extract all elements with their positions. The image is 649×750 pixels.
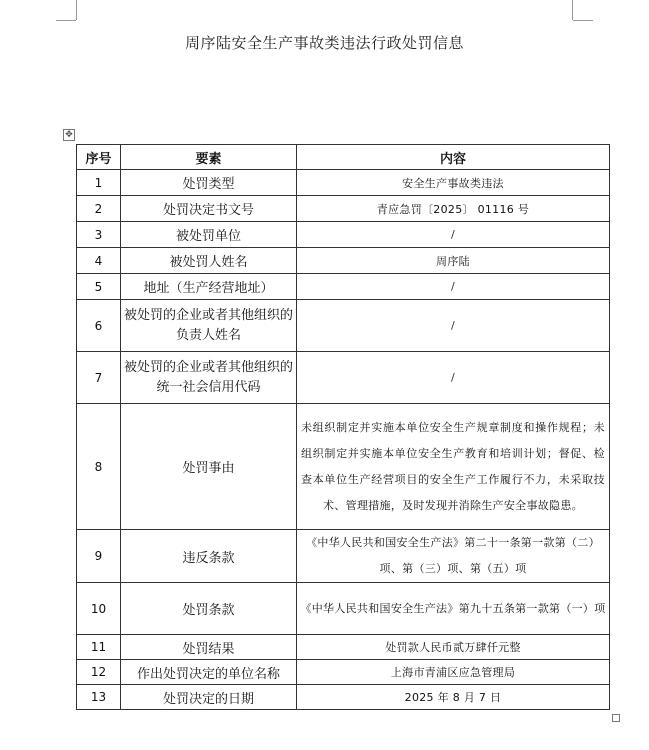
row-index: 5 bbox=[77, 274, 121, 300]
row-index: 8 bbox=[77, 404, 121, 530]
table-row bbox=[77, 300, 610, 352]
row-index: 3 bbox=[77, 222, 121, 248]
row-index: 7 bbox=[77, 352, 121, 404]
row-element: 处罚类型 bbox=[121, 170, 297, 196]
row-index: 1 bbox=[77, 170, 121, 196]
row-index: 11 bbox=[77, 635, 121, 660]
row-content: 安全生产事故类违法 bbox=[297, 170, 610, 196]
row-element: 处罚条款 bbox=[121, 583, 297, 635]
table-row bbox=[77, 274, 610, 300]
row-element: 作出处罚决定的单位名称 bbox=[121, 660, 297, 685]
row-index: 12 bbox=[77, 660, 121, 685]
table-row bbox=[77, 635, 610, 660]
row-element: 被处罚单位 bbox=[121, 222, 297, 248]
table-row bbox=[77, 222, 610, 248]
table-row bbox=[77, 660, 610, 685]
row-content: 《中华人民共和国安全生产法》第九十五条第一款第（一）项 bbox=[297, 583, 610, 635]
row-element: 被处罚的企业或者其他组织的统一社会信用代码 bbox=[121, 352, 297, 404]
row-index: 4 bbox=[77, 248, 121, 274]
row-content: 2025 年 8 月 7 日 bbox=[297, 685, 610, 710]
header-content: 内容 bbox=[297, 145, 610, 170]
row-index: 10 bbox=[77, 583, 121, 635]
table-row bbox=[77, 170, 610, 196]
row-content: 处罚款人民币贰万肆仟元整 bbox=[297, 635, 610, 660]
row-content: / bbox=[297, 352, 610, 404]
table-row bbox=[77, 530, 610, 583]
row-content: 未组织制定并实施本单位安全生产规章制度和操作规程；未组织制定并实施本单位安全生产教育和培训计划；督促、检查本单位生产经营项目的安全生产工作履行不力，未采取技术、管理措施，及时发现并消除生产安全事故隐患。 bbox=[297, 404, 610, 530]
crop-mark-top-left-horizontal bbox=[56, 20, 76, 21]
crop-mark-top-right-vertical bbox=[572, 0, 573, 20]
table-row bbox=[77, 404, 610, 530]
table-row bbox=[77, 248, 610, 274]
crop-mark-top-left-vertical bbox=[76, 0, 77, 20]
row-content: / bbox=[297, 274, 610, 300]
row-content: 周序陆 bbox=[297, 248, 610, 274]
row-content: 上海市青浦区应急管理局 bbox=[297, 660, 610, 685]
row-index: 6 bbox=[77, 300, 121, 352]
row-element: 处罚决定书文号 bbox=[121, 196, 297, 222]
row-element: 被处罚人姓名 bbox=[121, 248, 297, 274]
resize-icon[interactable] bbox=[612, 714, 620, 722]
row-content: / bbox=[297, 222, 610, 248]
table-row bbox=[77, 583, 610, 635]
penalty-info-table bbox=[76, 144, 610, 710]
row-element: 被处罚的企业或者其他组织的负责人姓名 bbox=[121, 300, 297, 352]
crop-mark-top-right-horizontal bbox=[573, 20, 593, 21]
header-element: 要素 bbox=[121, 145, 297, 170]
row-element: 违反条款 bbox=[121, 530, 297, 583]
document-title: 周序陆安全生产事故类违法行政处罚信息 bbox=[184, 34, 464, 52]
row-element: 处罚结果 bbox=[121, 635, 297, 660]
row-element: 处罚决定的日期 bbox=[121, 685, 297, 710]
row-content: 《中华人民共和国安全生产法》第二十一条第一款第（二）项、第（三）项、第（五）项 bbox=[297, 530, 610, 583]
row-content: / bbox=[297, 300, 610, 352]
row-index: 9 bbox=[77, 530, 121, 583]
table-row bbox=[77, 352, 610, 404]
table-row bbox=[77, 685, 610, 710]
row-index: 13 bbox=[77, 685, 121, 710]
row-element: 处罚事由 bbox=[121, 404, 297, 530]
row-content: 青应急罚〔2025〕 01116 号 bbox=[297, 196, 610, 222]
table-row bbox=[77, 196, 610, 222]
row-index: 2 bbox=[77, 196, 121, 222]
table-header-row bbox=[77, 145, 610, 170]
move-icon[interactable]: ✥ bbox=[63, 129, 75, 141]
row-element: 地址（生产经营地址） bbox=[121, 274, 297, 300]
header-index: 序号 bbox=[77, 145, 121, 170]
